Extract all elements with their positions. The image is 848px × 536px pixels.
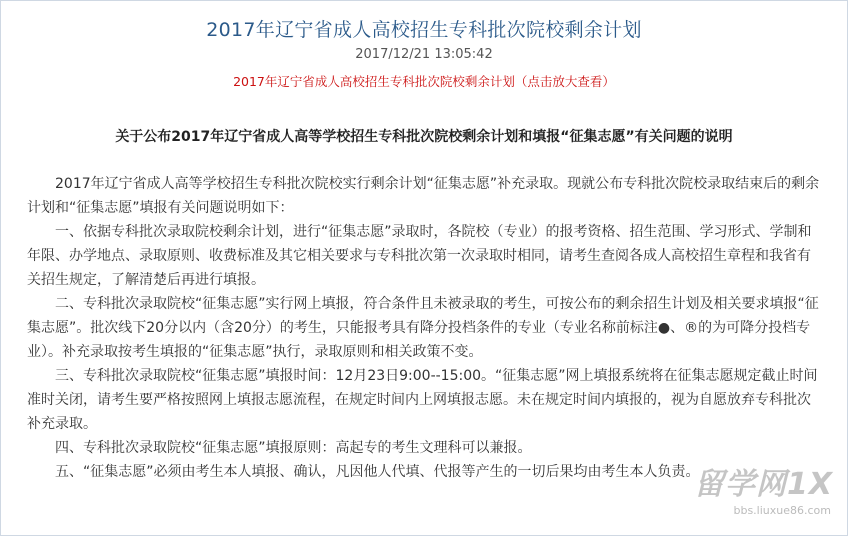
paragraph-3: 三、专科批次录取院校“征集志愿”填报时间：12月23日9:00--15:00。“征集志愿”网上填报系统将在征集志愿规定截止时间准时关闭，请考生要严格按照网上填报志愿流程，在规定时间内上网填报志愿。未在规定时间内填报的，视为自愿放弃专科批次补充录取。 xyxy=(27,368,818,432)
paragraph-2: 二、专科批次录取院校“征集志愿”实行网上填报，符合条件且未被录取的考生，可按公布的剩余招生计划及相关要求填报“征集志愿”。批次线下20分以内（含20分）的考生，只能报考具有降分投档条件的专业（专业名称前标注●、®的为可降分投档专业）。补充录取按考生填报的“征集志愿”执行，录取原则和相关政策不变。 xyxy=(27,296,819,360)
article-title: 2017年辽宁省成人高校招生专科批次院校剩余计划 xyxy=(206,19,642,41)
enlarge-image-link[interactable]: 2017年辽宁省成人高校招生专科批次院校剩余计划（点击放大查看） xyxy=(233,74,615,89)
notice-heading: 关于公布2017年辽宁省成人高等学校招生专科批次院校剩余计划和填报“征集志愿”有关问题的说明 xyxy=(115,129,733,145)
paragraph-5: 五、“征集志愿”必须由考生本人填报、确认，凡因他人代填、代报等产生的一切后果均由考生本人负责。 xyxy=(55,464,700,480)
watermark-url: bbs.liuxue86.com xyxy=(733,504,831,517)
paragraph-1: 一、依据专科批次录取院校剩余计划，进行“征集志愿”录取时，各院校（专业）的报考资格、招生范围、学习形式、学制和年限、办学地点、录取原则、收费标准及其它相关要求与专科批次第一次录取时相同，请考生查阅各成人高校招生章程和我省有关招生规定，了解清楚后再进行填报。 xyxy=(27,224,812,288)
paragraph-intro: 2017年辽宁省成人高等学校招生专科批次院校实行剩余计划“征集志愿”补充录取。现就公布专科批次院校录取结束后的剩余计划和“征集志愿”填报有关问题说明如下： xyxy=(27,176,820,216)
article-body xyxy=(27,172,823,484)
publish-date: 2017/12/21 13:05:42 xyxy=(355,47,493,62)
watermark-logo: 留学网1X xyxy=(693,467,833,502)
paragraph-4: 四、专科批次录取院校“征集志愿”填报原则：高起专的考生文理科可以兼报。 xyxy=(55,440,532,456)
